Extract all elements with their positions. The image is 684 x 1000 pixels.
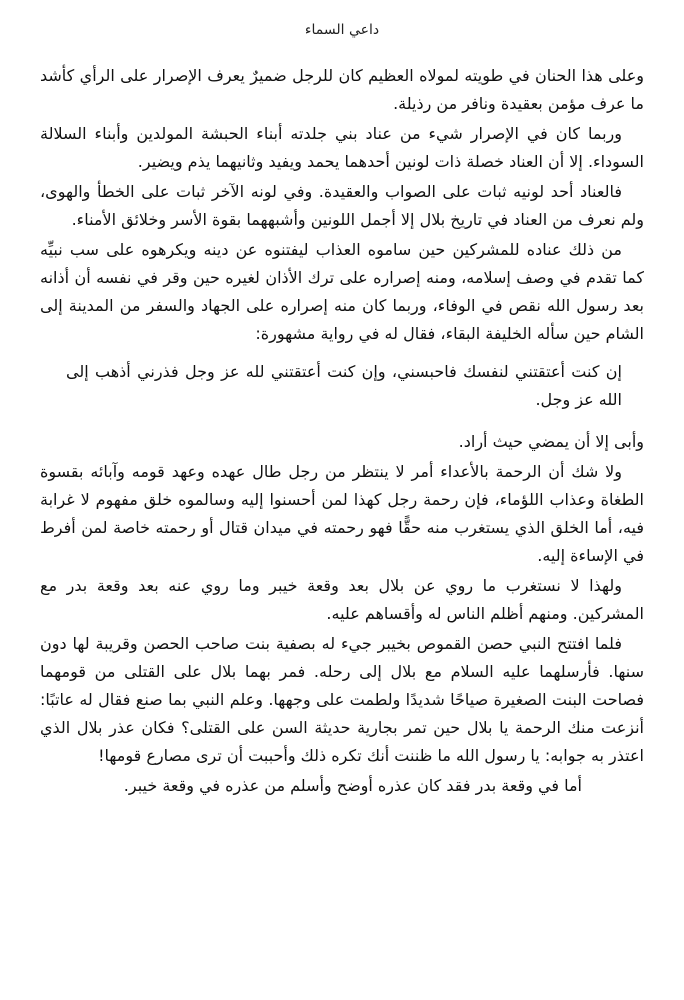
paragraph-5: وأبى إلا أن يمضي حيث أراد. bbox=[458, 432, 644, 451]
running-header: داعي السماء bbox=[304, 22, 380, 38]
paragraph-4: من ذلك عناده للمشركين حين ساموه العذاب ليفتنوه عن دينه ويكرهوه على سب نبيِّه كما تقدم في وصف إسلامه، ومنه إصراره على ترك الأذان لغيره حين وقر في نفسه أن أذانه بعد رسول الله نقص في الوفاء، وربما كان منه إصراره على الجهاد والسفر من المدينة إلى الشام حين سأله الخليفة البقاء، فقال له في رواية مشهورة: bbox=[40, 240, 644, 343]
body-text bbox=[40, 62, 644, 802]
quote-text: إن كنت أعتقتني لنفسك فاحبسني، وإن كنت أعتقتني لله عز وجل فذرني أذهب إلى الله عز وجل. bbox=[66, 362, 622, 409]
paragraph-9: أما في وقعة بدر فقد كان عذره أوضح وأسلم من عذره في وقعة خيبر. bbox=[123, 776, 582, 795]
paragraph-8: فلما افتتح النبي حصن القموص بخيبر جيء له بصفية بنت صاحب الحصن وقريبة لها دون سنها. فأرسلهما عليه السلام مع بلال إلى رحله. فمر بهما بلال على القتلى من قومهما فصاحت البنت الصغيرة صياحًا شديدًا ولطمت على وجهها. وعلم النبي بما صنع فقال له عاتبًا: أنزعت منك الرحمة يا بلال حين تمر بجارية حديثة السن على القتلى؟ فكان عذر بلال الذي اعتذر به جوابه: يا رسول الله ما ظننت أنك تكره ذلك وأحببت أن ترى مصارع قومها! bbox=[40, 634, 644, 765]
paragraph-7: ولهذا لا نستغرب ما روي عن بلال بعد وقعة خيبر وما روي عنه بعد وقعة بدر مع المشركين. ومنهم أظلم الناس له وأقساهم عليه. bbox=[40, 576, 644, 623]
paragraph-3: فالعناد أحد لونيه ثبات على الصواب والعقيدة. وفي لونه الآخر ثبات على الخطأ والهوى، ولم نعرف من العناد في تاريخ بلال إلا أجمل اللونين وأشبههما بقوة الأسر وخلائق الأمناء. bbox=[40, 182, 644, 229]
paragraph-1: وعلى هذا الحنان في طويته لمولاه العظيم كان للرجل ضميرٌ يعرف الإصرار على الرأي كأشد ما عرف مؤمن بعقيدة ونافر من رذيلة. bbox=[40, 66, 644, 113]
document-page bbox=[40, 0, 644, 1000]
paragraph-2: وربما كان في الإصرار شيء من عناد بني جلدته أبناء الحبشة المولدين وأبناء السلالة السوداء. إلا أن العناد خصلة ذات لونين أحدهما يحمد ويفيد وثانيهما يذم ويضير. bbox=[40, 124, 644, 171]
paragraph-6: ولا شك أن الرحمة بالأعداء أمر لا ينتظر من رجل طال عهده وعهد قومه وآبائه بقسوة الطغاة وعذاب اللؤماء، فإن رحمة رجل كهذا لمن أحسنوا إليه وسالموه خلق مفهوم لا غرابة فيه، أما الخلق الذي يستغرب منه حقًّا فهو رحمته في ميدان قتال أو رحمته خاصة لمن أفرط في الإساءة إليه. bbox=[40, 462, 644, 565]
block-quote bbox=[66, 358, 622, 414]
